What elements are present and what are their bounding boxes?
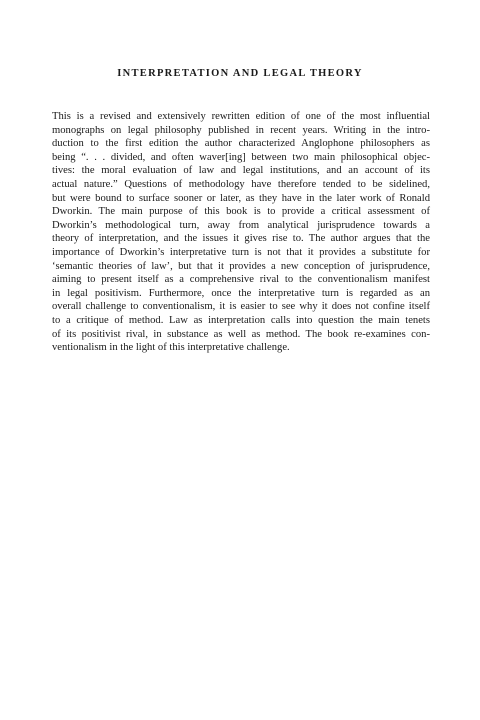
blurb-line: theory of interpretation, and the issues it gives rise to. The author argues that the xyxy=(52,233,430,245)
blurb-line: actual nature.” Questions of methodology have therefore tended to be sidelined, xyxy=(52,178,430,190)
blurb-line: duction to the first edition the author characterized Anglophone philosophers as xyxy=(52,138,430,150)
blurb-line: to a critique of method. Law as interpretation calls into question the main tenets xyxy=(52,314,430,326)
blurb-line: Dworkin. The main purpose of this book is to provide a critical assessment of xyxy=(52,206,430,218)
blurb-line: tives: the moral evaluation of law and legal institutions, and an account of its xyxy=(52,165,430,177)
running-title: INTERPRETATION AND LEGAL THEORY xyxy=(117,68,363,79)
blurb-line: in legal positivism. Furthermore, once the interpretative turn is regarded as an xyxy=(52,287,430,299)
blurb-line: of its positivist rival, in substance as well as method. The book re-examines con- xyxy=(52,328,430,340)
blurb-line: This is a revised and extensively rewritten edition of one of the most influential xyxy=(52,111,430,122)
blurb-line: monographs on legal philosophy published in recent years. Writing in the intro- xyxy=(52,124,430,136)
blurb-paragraph xyxy=(52,110,430,355)
blurb-line: overall challenge to conventionalism, it is easier to see why it does not confine itself xyxy=(52,301,430,313)
blurb-line: Dworkin’s methodological turn, away from analytical jurisprudence towards a xyxy=(52,219,430,231)
blurb-line: ‘semantic theories of law’, but that it provides a new conception of jurisprudence, xyxy=(52,260,430,272)
blurb-line: importance of Dworkin’s interpretative turn is not that it provides a substitute for xyxy=(52,246,430,258)
blurb-line: but were bound to surface sooner or later, as they have in the later work of Ronald xyxy=(52,192,430,204)
blurb-line: ventionalism in the light of this interpretative challenge. xyxy=(52,342,290,354)
blurb-line: being “. . . divided, and often waver[ing] between two main philosophical objec- xyxy=(52,151,430,163)
blurb-line: aiming to present itself as a comprehensive rival to the conventionalism manifest xyxy=(52,274,430,286)
